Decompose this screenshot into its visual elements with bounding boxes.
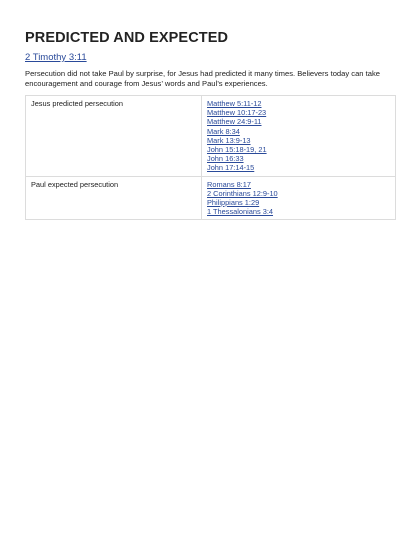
scripture-reference-link[interactable]: 2 Timothy 3:11 xyxy=(25,52,87,63)
table-row xyxy=(26,176,396,220)
scripture-link[interactable]: Matthew 5:11-12 xyxy=(207,99,262,108)
intro-paragraph: Persecution did not take Paul by surprise, for Jesus had predicted it many times. Believers today can take encouragement and courage from Jesus’ words and Paul’s experiences. xyxy=(25,69,380,88)
scripture-link[interactable]: Romans 8:17 xyxy=(207,179,251,189)
row-references xyxy=(202,176,396,220)
scripture-link[interactable]: Matthew 24:9-11 xyxy=(207,117,262,127)
scripture-link[interactable]: John 16:33 xyxy=(207,154,244,164)
page-title: PREDICTED AND EXPECTED xyxy=(25,30,229,46)
row-references xyxy=(202,96,396,177)
scripture-link[interactable]: 2 Corinthians 12:9-10 xyxy=(207,188,278,198)
row-label: Jesus predicted persecution xyxy=(26,96,202,177)
scripture-link[interactable]: Philippians 1:29 xyxy=(207,198,260,208)
scripture-link[interactable]: Matthew 10:17-23 xyxy=(207,108,267,118)
references-table xyxy=(25,95,396,220)
scripture-link[interactable]: 1 Thessalonians 3:4 xyxy=(207,207,274,217)
row-label: Paul expected persecution xyxy=(26,176,202,220)
scripture-link[interactable]: John 17:14-15 xyxy=(207,163,255,173)
scripture-link[interactable]: Mark 13:9-13 xyxy=(207,135,251,145)
scripture-link[interactable]: Mark 8:34 xyxy=(207,126,240,136)
table-row xyxy=(26,96,396,177)
scripture-link[interactable]: John 15:18-19, 21 xyxy=(207,145,267,155)
